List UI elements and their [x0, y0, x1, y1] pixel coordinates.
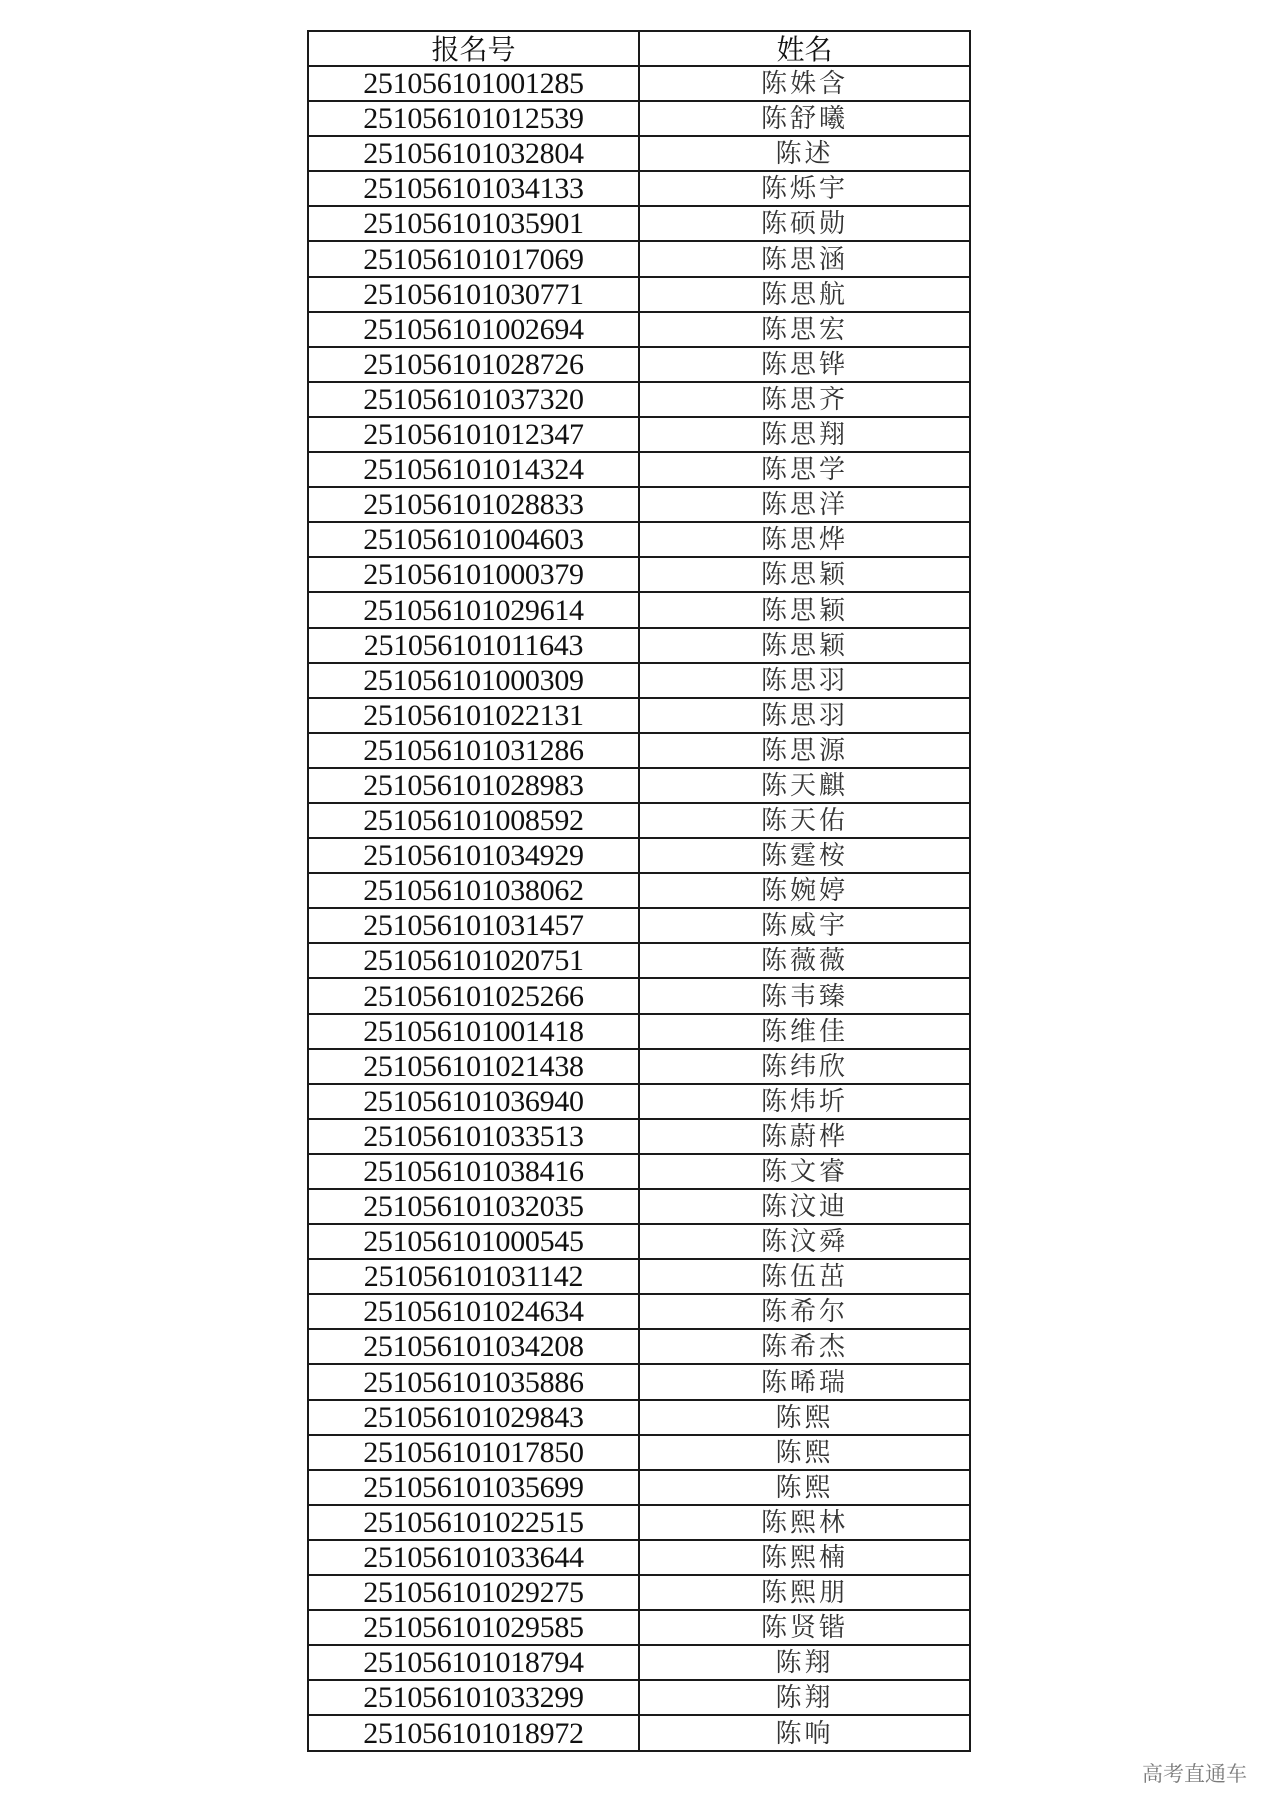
table-row: [308, 1610, 970, 1645]
registration-number-cell: 251056101025266: [308, 978, 639, 1013]
registration-number-cell: 251056101018794: [308, 1645, 639, 1680]
registration-number-cell: 251056101031142: [308, 1259, 639, 1294]
name-cell: 陈思源: [639, 733, 970, 768]
table-row: [308, 803, 970, 838]
name-cell: 陈维佳: [639, 1014, 970, 1049]
registration-number-cell: 251056101024634: [308, 1294, 639, 1329]
table-row: [308, 1014, 970, 1049]
registration-number-cell: 251056101031286: [308, 733, 639, 768]
name-cell: 陈霆桉: [639, 838, 970, 873]
name-cell: 陈思羽: [639, 663, 970, 698]
name-cell: 陈硕勋: [639, 206, 970, 241]
registration-number-cell: 251056101034208: [308, 1329, 639, 1364]
table-row: [308, 1680, 970, 1715]
registration-number-cell: 251056101000545: [308, 1224, 639, 1259]
name-cell: 陈思涵: [639, 241, 970, 276]
roster-sheet: [307, 30, 969, 1752]
name-cell: 陈思颖: [639, 628, 970, 663]
table-row: [308, 1294, 970, 1329]
table-row: [308, 347, 970, 382]
table-row: [308, 943, 970, 978]
registration-number-cell: 251056101034929: [308, 838, 639, 873]
table-row: [308, 908, 970, 943]
table-row: [308, 452, 970, 487]
name-cell: 陈思洋: [639, 487, 970, 522]
name-cell: 陈思铧: [639, 347, 970, 382]
table-row: [308, 873, 970, 908]
table-row: [308, 592, 970, 627]
name-cell: 陈韦臻: [639, 978, 970, 1013]
registration-number-cell: 251056101029585: [308, 1610, 639, 1645]
registration-number-cell: 251056101004603: [308, 522, 639, 557]
name-cell: 陈思颖: [639, 557, 970, 592]
registration-number-cell: 251056101029843: [308, 1400, 639, 1435]
table-row: [308, 1189, 970, 1224]
table-row: [308, 1259, 970, 1294]
table-row: [308, 838, 970, 873]
name-cell: 陈思学: [639, 452, 970, 487]
name-cell: 陈熙楠: [639, 1540, 970, 1575]
table-row: [308, 663, 970, 698]
name-cell: 陈思航: [639, 277, 970, 312]
table-row: [308, 1575, 970, 1610]
name-cell: 陈响: [639, 1715, 970, 1750]
name-cell: 陈晞瑞: [639, 1364, 970, 1399]
registration-number-cell: 251056101028833: [308, 487, 639, 522]
name-cell: 陈天麒: [639, 768, 970, 803]
registration-number-cell: 251056101021438: [308, 1049, 639, 1084]
registration-number-cell: 251056101001285: [308, 66, 639, 101]
name-cell: 陈蔚桦: [639, 1119, 970, 1154]
name-cell: 陈天佑: [639, 803, 970, 838]
registration-number-cell: 251056101032035: [308, 1189, 639, 1224]
name-cell: 陈翔: [639, 1680, 970, 1715]
table-row: [308, 1084, 970, 1119]
table-row: [308, 522, 970, 557]
table-row: [308, 1364, 970, 1399]
name-cell: 陈纬欣: [639, 1049, 970, 1084]
name-cell: 陈贤锴: [639, 1610, 970, 1645]
registration-number-cell: 251056101029275: [308, 1575, 639, 1610]
name-cell: 陈希杰: [639, 1329, 970, 1364]
table-row: [308, 1645, 970, 1680]
table-row: [308, 1400, 970, 1435]
name-cell: 陈伍茁: [639, 1259, 970, 1294]
table-row: [308, 382, 970, 417]
name-cell: 陈思宏: [639, 312, 970, 347]
table-row: [308, 277, 970, 312]
registration-number-cell: 251056101002694: [308, 312, 639, 347]
table-row: [308, 171, 970, 206]
registration-number-cell: 251056101012539: [308, 101, 639, 136]
table-row: [308, 1329, 970, 1364]
name-cell: 陈烁宇: [639, 171, 970, 206]
name-cell: 陈思烨: [639, 522, 970, 557]
registration-number-cell: 251056101001418: [308, 1014, 639, 1049]
table-row: [308, 312, 970, 347]
name-cell: 陈汶舜: [639, 1224, 970, 1259]
registration-number-cell: 251056101028726: [308, 347, 639, 382]
table-row: [308, 1715, 970, 1750]
name-cell: 陈思齐: [639, 382, 970, 417]
registration-number-cell: 251056101017850: [308, 1435, 639, 1470]
table-row: [308, 206, 970, 241]
name-cell: 陈婉婷: [639, 873, 970, 908]
table-row: [308, 557, 970, 592]
name-cell: 陈熙朋: [639, 1575, 970, 1610]
registration-number-cell: 251056101017069: [308, 241, 639, 276]
registration-number-cell: 251056101008592: [308, 803, 639, 838]
registration-number-cell: 251056101032804: [308, 136, 639, 171]
registration-number-cell: 251056101033299: [308, 1680, 639, 1715]
registration-number-cell: 251056101029614: [308, 592, 639, 627]
table-row: [308, 1505, 970, 1540]
registration-number-cell: 251056101028983: [308, 768, 639, 803]
registration-number-cell: 251056101037320: [308, 382, 639, 417]
registration-number-cell: 251056101018972: [308, 1715, 639, 1750]
name-cell: 陈薇薇: [639, 943, 970, 978]
registration-number-cell: 251056101033513: [308, 1119, 639, 1154]
name-cell: 陈思羽: [639, 698, 970, 733]
name-cell: 陈翔: [639, 1645, 970, 1680]
registration-number-cell: 251056101038416: [308, 1154, 639, 1189]
table-row: [308, 733, 970, 768]
table-row: [308, 417, 970, 452]
header-row: [308, 31, 970, 66]
table-row: [308, 101, 970, 136]
table-row: [308, 487, 970, 522]
registration-number-cell: 251056101038062: [308, 873, 639, 908]
table-row: [308, 1224, 970, 1259]
name-cell: 陈熙林: [639, 1505, 970, 1540]
table-row: [308, 1049, 970, 1084]
registration-number-cell: 251056101035699: [308, 1470, 639, 1505]
registration-number-cell: 251056101022515: [308, 1505, 639, 1540]
table-row: [308, 768, 970, 803]
name-cell: 陈思颖: [639, 592, 970, 627]
name-cell: 陈威宇: [639, 908, 970, 943]
roster-body: [308, 66, 970, 1751]
name-cell: 陈姝含: [639, 66, 970, 101]
name-cell: 陈思翔: [639, 417, 970, 452]
registration-number-cell: 251056101035901: [308, 206, 639, 241]
table-row: [308, 978, 970, 1013]
table-row: [308, 241, 970, 276]
registration-number-cell: 251056101033644: [308, 1540, 639, 1575]
name-cell: 陈述: [639, 136, 970, 171]
name-cell: 陈熙: [639, 1435, 970, 1470]
registration-number-cell: 251056101000309: [308, 663, 639, 698]
table-row: [308, 66, 970, 101]
registration-number-cell: 251056101012347: [308, 417, 639, 452]
registration-number-cell: 251056101022131: [308, 698, 639, 733]
header-registration-number: 报名号: [308, 31, 639, 66]
table-row: [308, 136, 970, 171]
table-row: [308, 1154, 970, 1189]
name-cell: 陈希尔: [639, 1294, 970, 1329]
name-cell: 陈熙: [639, 1470, 970, 1505]
registration-number-cell: 251056101034133: [308, 171, 639, 206]
registration-number-cell: 251056101014324: [308, 452, 639, 487]
name-cell: 陈舒曦: [639, 101, 970, 136]
registration-number-cell: 251056101020751: [308, 943, 639, 978]
header-name: 姓名: [639, 31, 970, 66]
registration-number-cell: 251056101000379: [308, 557, 639, 592]
name-cell: 陈文睿: [639, 1154, 970, 1189]
table-row: [308, 1119, 970, 1154]
table-row: [308, 628, 970, 663]
registration-number-cell: 251056101011643: [308, 628, 639, 663]
table-row: [308, 1470, 970, 1505]
registration-number-cell: 251056101031457: [308, 908, 639, 943]
table-row: [308, 698, 970, 733]
registration-number-cell: 251056101035886: [308, 1364, 639, 1399]
name-cell: 陈炜圻: [639, 1084, 970, 1119]
name-cell: 陈汶迪: [639, 1189, 970, 1224]
table-row: [308, 1540, 970, 1575]
registration-number-cell: 251056101030771: [308, 277, 639, 312]
roster-table: [307, 30, 971, 1752]
name-cell: 陈熙: [639, 1400, 970, 1435]
watermark-label: 高考直通车: [1142, 1762, 1247, 1786]
registration-number-cell: 251056101036940: [308, 1084, 639, 1119]
table-row: [308, 1435, 970, 1470]
